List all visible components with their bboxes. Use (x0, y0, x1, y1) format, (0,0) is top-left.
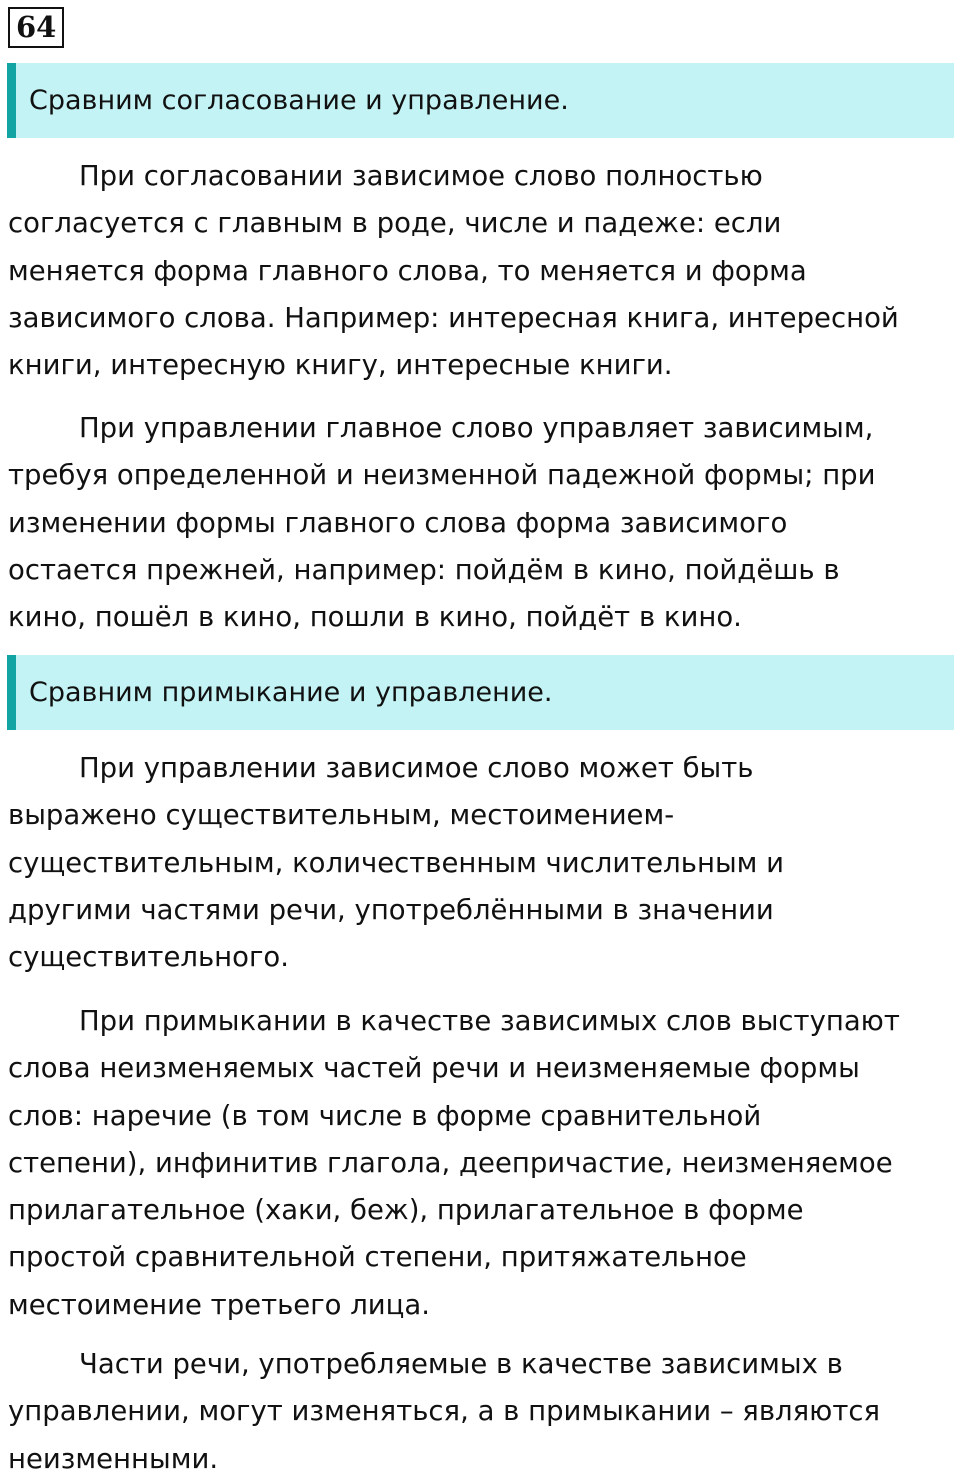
text-line: существительного. (8, 941, 289, 974)
text-line: изменении формы главного слова форма зависимого (8, 506, 788, 539)
text-line: неизменными. (8, 1442, 219, 1475)
text-line: кино, пошёл в кино, пошли в кино, пойдёт в кино. (8, 601, 742, 634)
paragraph-conclusion (8, 1341, 948, 1483)
task-number-badge: 64 (8, 7, 64, 48)
paragraph-adjunction (8, 998, 948, 1329)
text-line: книги, интересную книгу, интересные книги. (8, 349, 673, 382)
text-line: прилагательное (хаки, беж), прилагательное в форме (8, 1194, 804, 1227)
text-line: слова неизменяемых частей речи и неизменяемые формы (8, 1052, 860, 1085)
text-line: Части речи, употребляемые в качестве зависимых в (79, 1348, 843, 1380)
text-line: простой сравнительной степени, притяжательное (8, 1241, 747, 1274)
section-heading-text: Сравним примыкание и управление. (29, 677, 553, 708)
text-line: зависимого слова. Например: интересная книга, интересной (8, 301, 899, 334)
section-heading-text: Сравним согласование и управление. (29, 85, 569, 116)
text-line: требуя определенной и неизменной падежной формы; при (8, 459, 876, 492)
text-line: При примыкании в качестве зависимых слов выступают (79, 1005, 900, 1037)
text-line: управлении, могут изменяться, а в примыкании – являются (8, 1395, 881, 1428)
section-heading-adjunction-government (7, 655, 954, 730)
text-line: существительным, количественным числительным и (8, 846, 785, 879)
text-line: слов: наречие (в том числе в форме сравнительной (8, 1099, 762, 1132)
text-line: При управлении главное слово управляет зависимым, (79, 412, 874, 444)
paragraph-agreement (8, 153, 948, 389)
text-line: степени), инфинитив глагола, деепричастие, неизменяемое (8, 1146, 893, 1179)
text-line: При согласовании зависимое слово полностью (79, 160, 763, 192)
text-line: согласуется с главным в роде, числе и падеже: если (8, 207, 782, 240)
text-line: меняется форма главного слова, то меняется и форма (8, 254, 807, 287)
text-line: При управлении зависимое слово может быть (79, 752, 754, 784)
text-line: местоимение третьего лица. (8, 1288, 430, 1321)
text-line: другими частями речи, употреблёнными в значении (8, 893, 774, 926)
paragraph-government-dependent (8, 745, 948, 981)
paragraph-government (8, 405, 948, 641)
text-line: выражено существительным, местоимением- (8, 799, 675, 832)
text-line: остается прежней, например: пойдём в кино, пойдёшь в (8, 553, 840, 586)
section-heading-agreement-government (7, 63, 954, 138)
